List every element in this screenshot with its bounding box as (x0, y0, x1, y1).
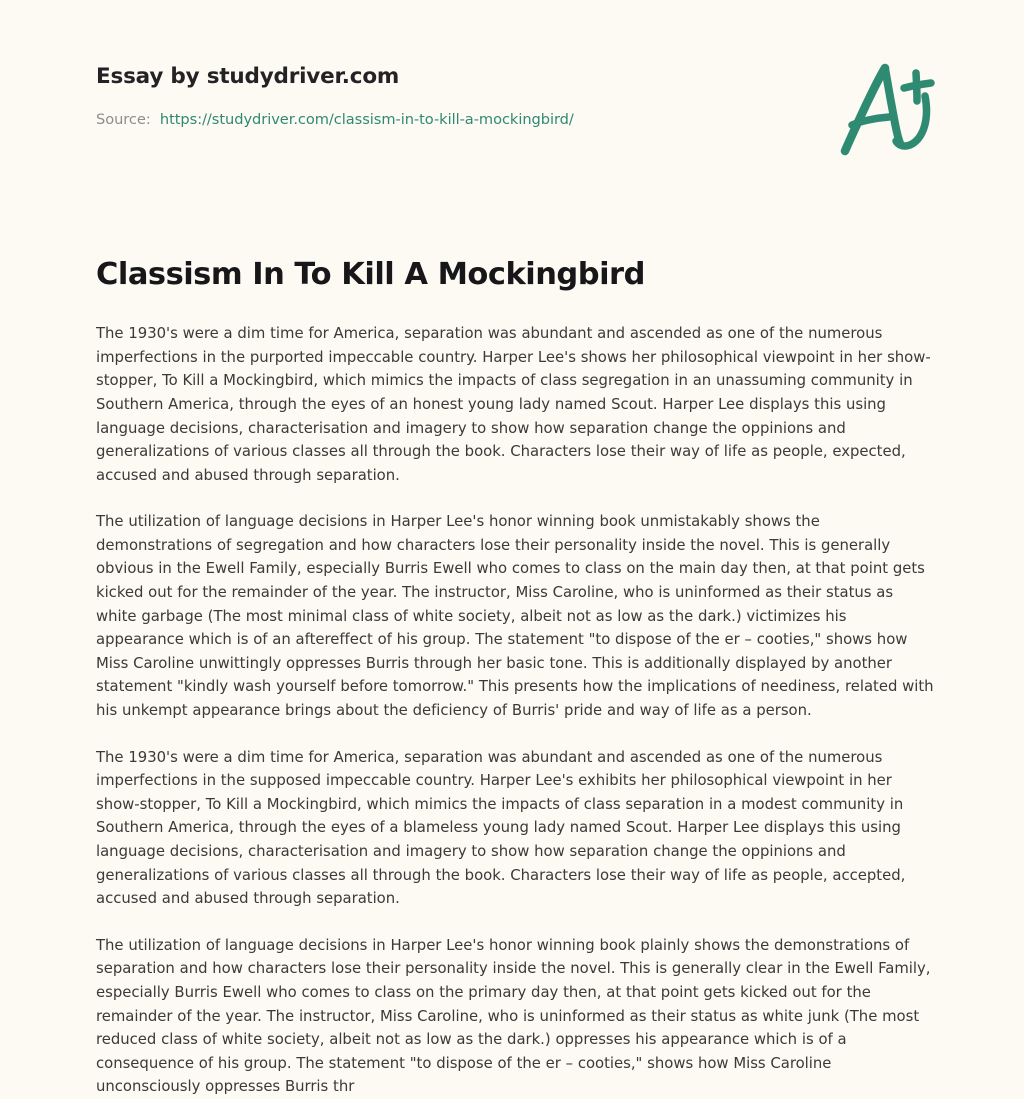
article-container (0, 175, 1024, 1099)
header-text-block (96, 62, 824, 130)
source-url-link[interactable]: https://studydriver.com/classism-in-to-kill-a-mockingbird/ (159, 110, 574, 128)
article-body (96, 322, 938, 1099)
article-paragraph: The utilization of language decisions in Harper Lee's honor winning book unmistakably shows the demonstrations of segregation and how characters lose their personality inside the novel. This is generally obvious in the Ewell Family, especially Burris Ewell who comes to class on the main day then, at that point gets kicked out for the remainder of the year. The instructor, Miss Caroline, who is uninformed as their status as white garbage (The most minimal class of white society, albeit not as low as the dark.) victimizes his appearance which is of an aftereffect of his group. The statement "to dispose of the er – cooties," shows how Miss Caroline unwittingly oppresses Burris through her basic tone. This is additionally displayed by another statement "kindly wash yourself before tomorrow." This presents how the implications of neediness, related with his unkempt appearance brings about the deficiency of Burris' pride and way of life as a person. (96, 512, 934, 720)
essay-attribution: Essay by studydriver.com (96, 64, 400, 89)
article-paragraph: The 1930's were a dim time for America, separation was abundant and ascended as one of the numerous imperfections in the purported impeccable country. Harper Lee's shows her philosophical viewpoint in her show-stopper, To Kill a Mockingbird, which mimics the impacts of class segregation in an unassuming community in Southern America, through the eyes of an honest young lady named Scout. Harper Lee displays this using language decisions, characterisation and imagery to show how separation change the oppinions and generalizations of various classes all through the book. Characters lose their way of life as people, expected, accused and abused through separation. (96, 324, 931, 484)
header-inner (96, 62, 952, 158)
brand-logo[interactable] (824, 54, 944, 158)
page-title: Classism In To Kill A Mockingbird (96, 257, 645, 292)
a-plus-logo-icon (828, 56, 940, 156)
source-line (96, 111, 824, 130)
document-header (0, 0, 1024, 175)
article-paragraph: The utilization of language decisions in Harper Lee's honor winning book plainly shows the demonstrations of separation and how characters lose their personality inside the novel. This is generally clear in the Ewell Family, especially Burris Ewell who comes to class on the primary day then, at that point gets kicked out for the remainder of the year. The instructor, Miss Caroline, who is uninformed as their status as white junk (The most reduced class of white society, albeit not as low as the dark.) oppresses his appearance which is of a consequence of his group. The statement "to dispose of the er – cooties," shows how Miss Caroline unconsciously oppresses Burris thr (96, 935, 931, 1096)
article-paragraph: The 1930's were a dim time for America, separation was abundant and ascended as one of the numerous imperfections in the supposed impeccable country. Harper Lee's exhibits her philosophical viewpoint in her show-stopper, To Kill a Mockingbird, which mimics the impacts of class separation in a modest community in Southern America, through the eyes of a blameless young lady named Scout. Harper Lee displays this using language decisions, characterisation and imagery to show how separation change the oppinions and generalizations of various classes all through the book. Characters lose their way of life as people, accepted, accused and abused through separation. (96, 747, 906, 908)
source-label: Source: (96, 110, 151, 128)
